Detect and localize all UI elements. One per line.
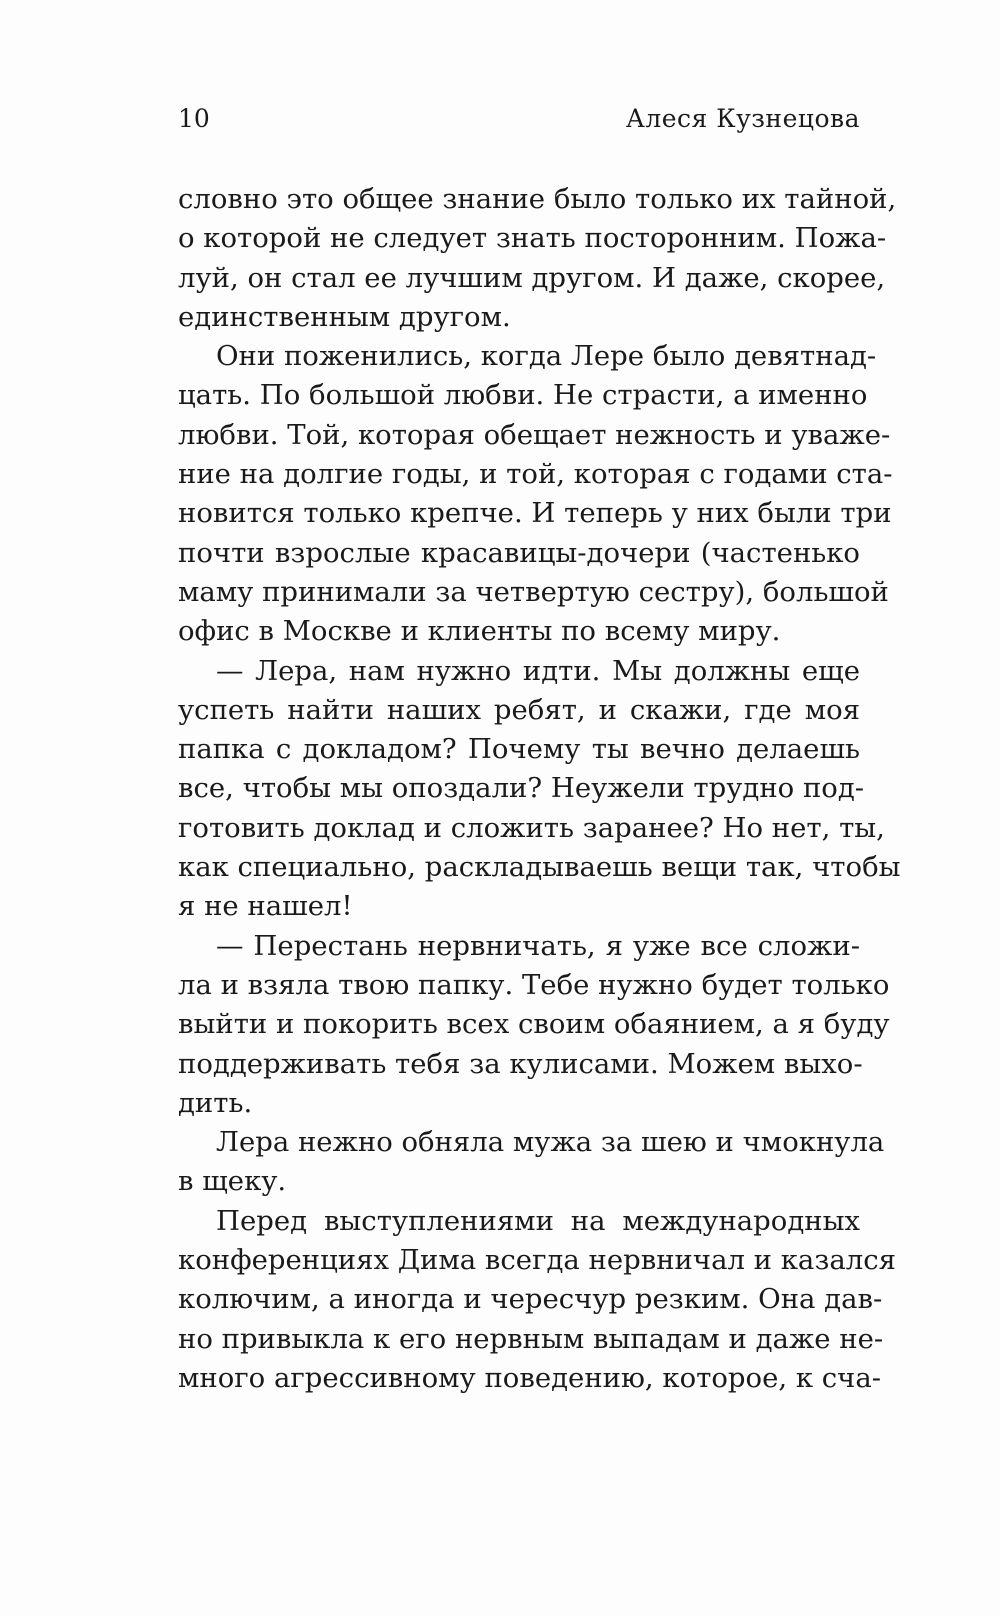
paragraph (178, 1202, 896, 1398)
text-line: все, чтобы мы опоздали? Неужели трудно под- (178, 772, 865, 805)
text-line: успеть найти наших ребят, и скажи, где моя (178, 693, 860, 726)
text-line: но привыкла к его нервным выпадам и даже не- (178, 1322, 884, 1355)
page-number: 10 (178, 104, 210, 133)
body-text (178, 180, 901, 1398)
running-head-author: Алеся Кузнецова (625, 104, 860, 133)
paragraph (178, 337, 893, 651)
text-line: ла и взяла твою папку. Тебе нужно будет только (178, 968, 890, 1001)
text-line: новится только крепче. И теперь у них были три (178, 497, 892, 530)
text-line: — Лера, нам нужно идти. Мы должны еще (216, 654, 860, 687)
text-line: Перед выступлениями на международных (216, 1204, 860, 1237)
text-line: о которой не следует знать посторонним. Пожа- (178, 222, 887, 255)
text-line: единственным другом. (178, 300, 511, 333)
text-line: почти взрослые красавицы-дочери (частенько (178, 536, 860, 569)
text-line: маму принимали за четвертую сестру), большой (178, 575, 889, 608)
text-line: — Перестань нервничать, я уже все сложи- (216, 929, 860, 962)
text-line: ние на долгие годы, и той, которая с годами ста- (178, 458, 893, 491)
text-line: любви. Той, которая обещает нежность и уваже- (178, 418, 891, 451)
text-line: Они поженились, когда Лере было девятнад- (216, 340, 877, 373)
text-line: в щеку. (178, 1165, 287, 1198)
text-line: словно это общее знание было только их тайной, (178, 183, 897, 215)
text-line: колючим, а иногда и чересчур резким. Она дав- (178, 1283, 883, 1316)
text-line: офис в Москве и клиенты по всему миру. (178, 615, 781, 648)
paragraph (178, 1123, 885, 1202)
text-line: как специально, раскладываешь вещи так, чтобы (178, 851, 901, 884)
paragraph (178, 180, 897, 337)
text-line: я не нашел! (178, 890, 353, 923)
text-line: цать. По большой любви. Не страсти, а именно (178, 379, 868, 412)
text-line: много агрессивному поведению, которое, к сча- (178, 1361, 882, 1394)
paragraph (178, 927, 890, 1123)
text-line: готовить доклад и сложить заранее? Но нет, ты, (178, 811, 885, 844)
text-line: выйти и покорить всех своим обаянием, а я буду (178, 1008, 890, 1041)
text-line: поддерживать тебя за кулисами. Можем выхо- (178, 1047, 863, 1080)
text-line: конференциях Дима всегда нервничал и казался (178, 1244, 896, 1277)
text-line: луй, он стал ее лучшим другом. И даже, скорее, (178, 261, 886, 294)
running-head (178, 104, 860, 134)
paragraph (178, 652, 901, 927)
text-line: Лера нежно обняла мужа за шею и чмокнула (216, 1126, 885, 1159)
text-line: папка с докладом? Почему ты вечно делаешь (178, 733, 860, 766)
text-line: дить. (178, 1086, 253, 1119)
